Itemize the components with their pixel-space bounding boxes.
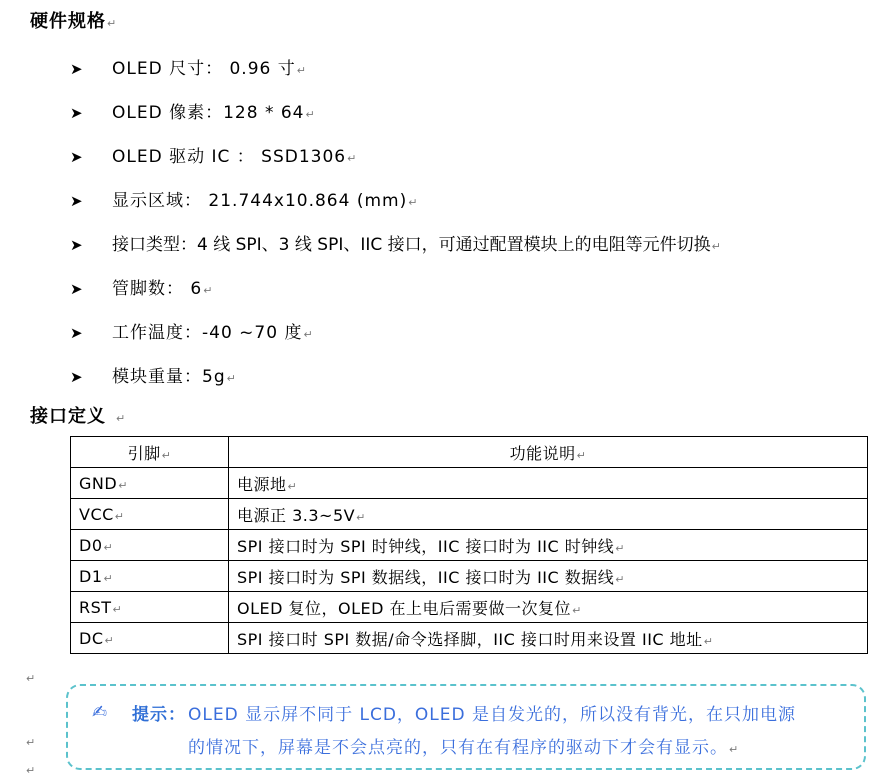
tip-text-line1: OLED 显示屏不同于 LCD，OLED 是自发光的，所以没有背光，在只加电源 xyxy=(188,705,797,725)
pin-function: SPI 接口时 SPI 数据/命令选择脚，IIC 接口时用来设置 IIC 地址 ↵ xyxy=(229,623,868,654)
pin-definition-table xyxy=(70,436,868,654)
spec-item-weight: ➤ 模块重量：5g ↵ xyxy=(70,364,870,390)
arrow-bullet-icon: ➤ xyxy=(70,192,83,210)
pin-name: GND ↵ xyxy=(71,468,229,499)
pin-name: VCC ↵ xyxy=(71,499,229,530)
arrow-bullet-icon: ➤ xyxy=(70,236,83,254)
pin-name: D1 ↵ xyxy=(71,561,229,592)
spec-item-temperature: ➤ 工作温度：-40 ~70 度 ↵ xyxy=(70,320,870,346)
table-row xyxy=(71,623,868,654)
paragraph-mark-icon: ↵ xyxy=(26,764,36,777)
tip-label: 提示： xyxy=(132,705,186,725)
spec-item-driver-ic: ➤ OLED 驱动 IC ： SSD1306 ↵ xyxy=(70,144,870,170)
header-pin: 引脚 ↵ xyxy=(71,437,229,468)
pin-function: SPI 接口时为 SPI 时钟线，IIC 接口时为 IIC 时钟线 ↵ xyxy=(229,530,868,561)
interface-definition-heading: 接口定义 ↵ xyxy=(30,405,126,431)
pin-function: SPI 接口时为 SPI 数据线，IIC 接口时为 IIC 数据线 ↵ xyxy=(229,561,868,592)
header-function: 功能说明 ↵ xyxy=(229,437,868,468)
arrow-bullet-icon: ➤ xyxy=(70,324,83,342)
pin-name: DC ↵ xyxy=(71,623,229,654)
spec-item-pixels: ➤ OLED 像素：128 * 64 ↵ xyxy=(70,100,870,126)
tip-box xyxy=(66,684,866,770)
table-row xyxy=(71,468,868,499)
arrow-bullet-icon: ➤ xyxy=(70,368,83,386)
table-row xyxy=(71,561,868,592)
arrow-bullet-icon: ➤ xyxy=(70,280,83,298)
paragraph-mark-icon: ↵ xyxy=(26,672,36,685)
arrow-bullet-icon: ➤ xyxy=(70,148,83,166)
hardware-spec-heading: 硬件规格 ↵ xyxy=(30,10,117,36)
table-row xyxy=(71,592,868,623)
pin-function: 电源正 3.3~5V ↵ xyxy=(229,499,868,530)
pin-name: D0 ↵ xyxy=(71,530,229,561)
table-row xyxy=(71,530,868,561)
arrow-bullet-icon: ➤ xyxy=(70,60,83,78)
spec-item-pin-count: ➤ 管脚数： 6 ↵ xyxy=(70,276,870,302)
arrow-bullet-icon: ➤ xyxy=(70,104,83,122)
pin-name: RST ↵ xyxy=(71,592,229,623)
spec-item-display-area: ➤ 显示区域： 21.744x10.864 (mm) ↵ xyxy=(70,188,870,214)
table-row xyxy=(71,499,868,530)
tip-text-line2: 的情况下，屏幕是不会点亮的，只有在有程序的驱动下才会有显示。 ↵ xyxy=(188,733,739,758)
paragraph-mark-icon: ↵ xyxy=(26,736,36,749)
spec-item-size: ➤ OLED 尺寸： 0.96 寸 ↵ xyxy=(70,56,870,82)
pencil-icon: ✍ xyxy=(92,702,108,723)
pin-function: OLED 复位，OLED 在上电后需要做一次复位 ↵ xyxy=(229,592,868,623)
pin-function: 电源地 ↵ xyxy=(229,468,868,499)
table-header-row xyxy=(71,437,868,468)
spec-item-interface-type: ➤ 接口类型：4 线 SPI、3 线 SPI、IIC 接口，可通过配置模块上的电阻等元件切换 ↵ xyxy=(70,232,870,258)
